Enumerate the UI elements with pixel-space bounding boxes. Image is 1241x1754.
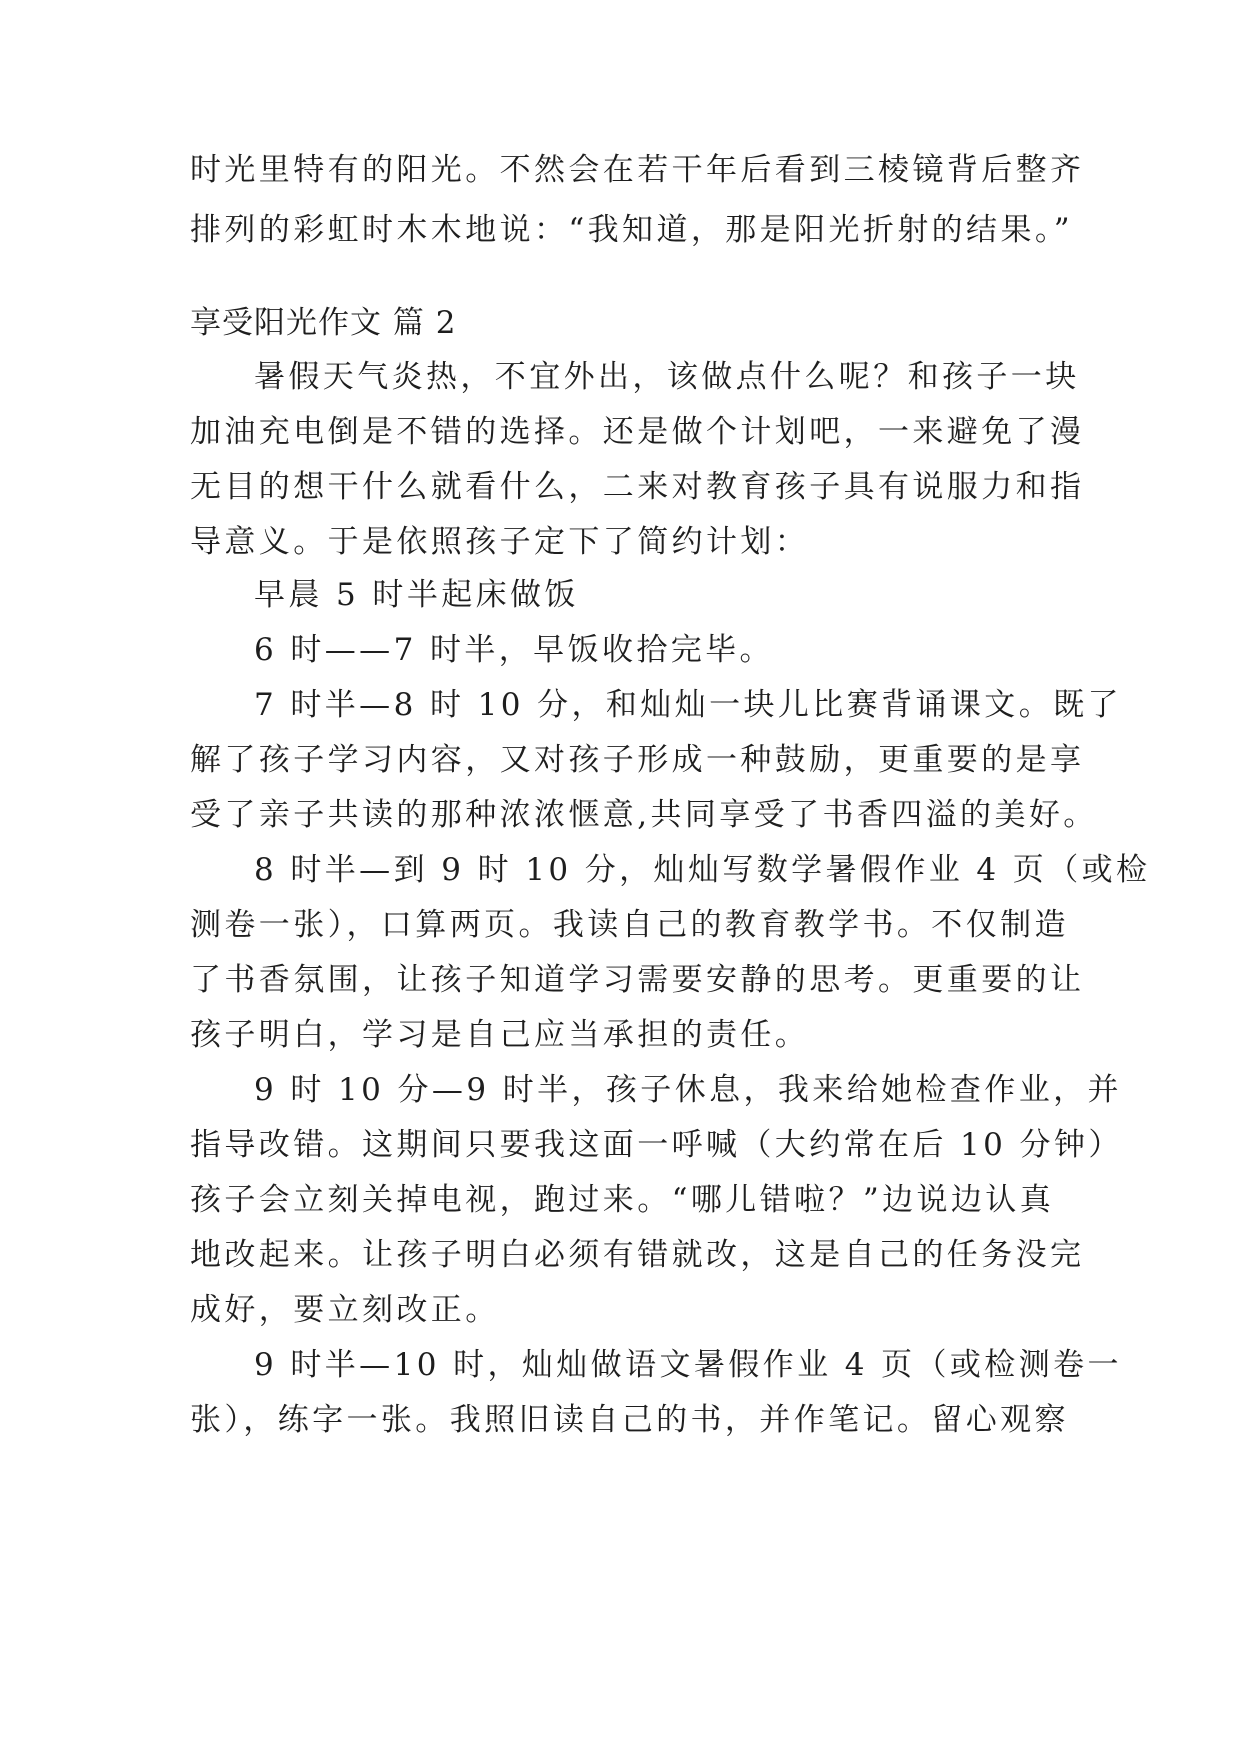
schedule-item-1: 早晨 5 时半起床做饭 (254, 577, 579, 613)
paragraph-1-line-2: 加油充电倒是不错的选择。还是做个计划吧，一来避免了漫 (190, 414, 1085, 450)
paragraph-6-line-3: 孩子会立刻关掉电视，跑过来。“哪儿错啦？”边说边认真 (190, 1182, 1055, 1218)
paragraph-4-line-2: 解了孩子学习内容，又对孩子形成一种鼓励，更重要的是享 (190, 742, 1085, 778)
paragraph-6-line-2: 指导改错。这期间只要我这面一呼喊（大约常在后 10 分钟） (190, 1127, 1123, 1163)
paragraph-7-line-1: 9 时半—10 时，灿灿做语文暑假作业 4 页（或检测卷一 (254, 1347, 1122, 1383)
paragraph-5-line-2: 测卷一张），口算两页。我读自己的教育教学书。不仅制造 (190, 907, 1069, 943)
paragraph-1-line-3: 无目的想干什么就看什么，二来对教育孩子具有说服力和指 (190, 469, 1085, 505)
paragraph-4-line-1: 7 时半—8 时 10 分，和灿灿一块儿比赛背诵课文。既了 (254, 687, 1122, 723)
paragraph-6-line-4: 地改起来。让孩子明白必须有错就改，这是自己的任务没完 (190, 1237, 1085, 1273)
intro-line-1: 时光里特有的阳光。不然会在若干年后看到三棱镜背后整齐 (190, 152, 1085, 188)
paragraph-6-line-1: 9 时 10 分—9 时半，孩子休息，我来给她检查作业，并 (254, 1072, 1122, 1108)
section-heading: 享受阳光作文 篇 2 (190, 305, 457, 341)
paragraph-7-line-2: 张），练字一张。我照旧读自己的书，并作笔记。留心观察 (190, 1402, 1069, 1438)
schedule-item-2: 6 时——7 时半，早饭收拾完毕。 (254, 632, 774, 668)
paragraph-5-line-1: 8 时半—到 9 时 10 分，灿灿写数学暑假作业 4 页（或检 (254, 852, 1151, 888)
paragraph-5-line-4: 孩子明白，学习是自己应当承担的责任。 (190, 1017, 810, 1053)
paragraph-4-line-3: 受了亲子共读的那种浓浓惬意,共同享受了书香四溢的美好。 (190, 797, 1098, 833)
paragraph-1-line-4: 导意义。于是依照孩子定下了简约计划： (190, 524, 810, 560)
paragraph-5-line-3: 了书香氛围，让孩子知道学习需要安静的思考。更重要的让 (190, 962, 1085, 998)
paragraph-6-line-5: 成好，要立刻改正。 (190, 1292, 500, 1328)
intro-line-2: 排列的彩虹时木木地说：“我知道，那是阳光折射的结果。” (190, 212, 1073, 248)
paragraph-1-line-1: 暑假天气炎热，不宜外出，该做点什么呢？和孩子一块 (254, 359, 1080, 395)
